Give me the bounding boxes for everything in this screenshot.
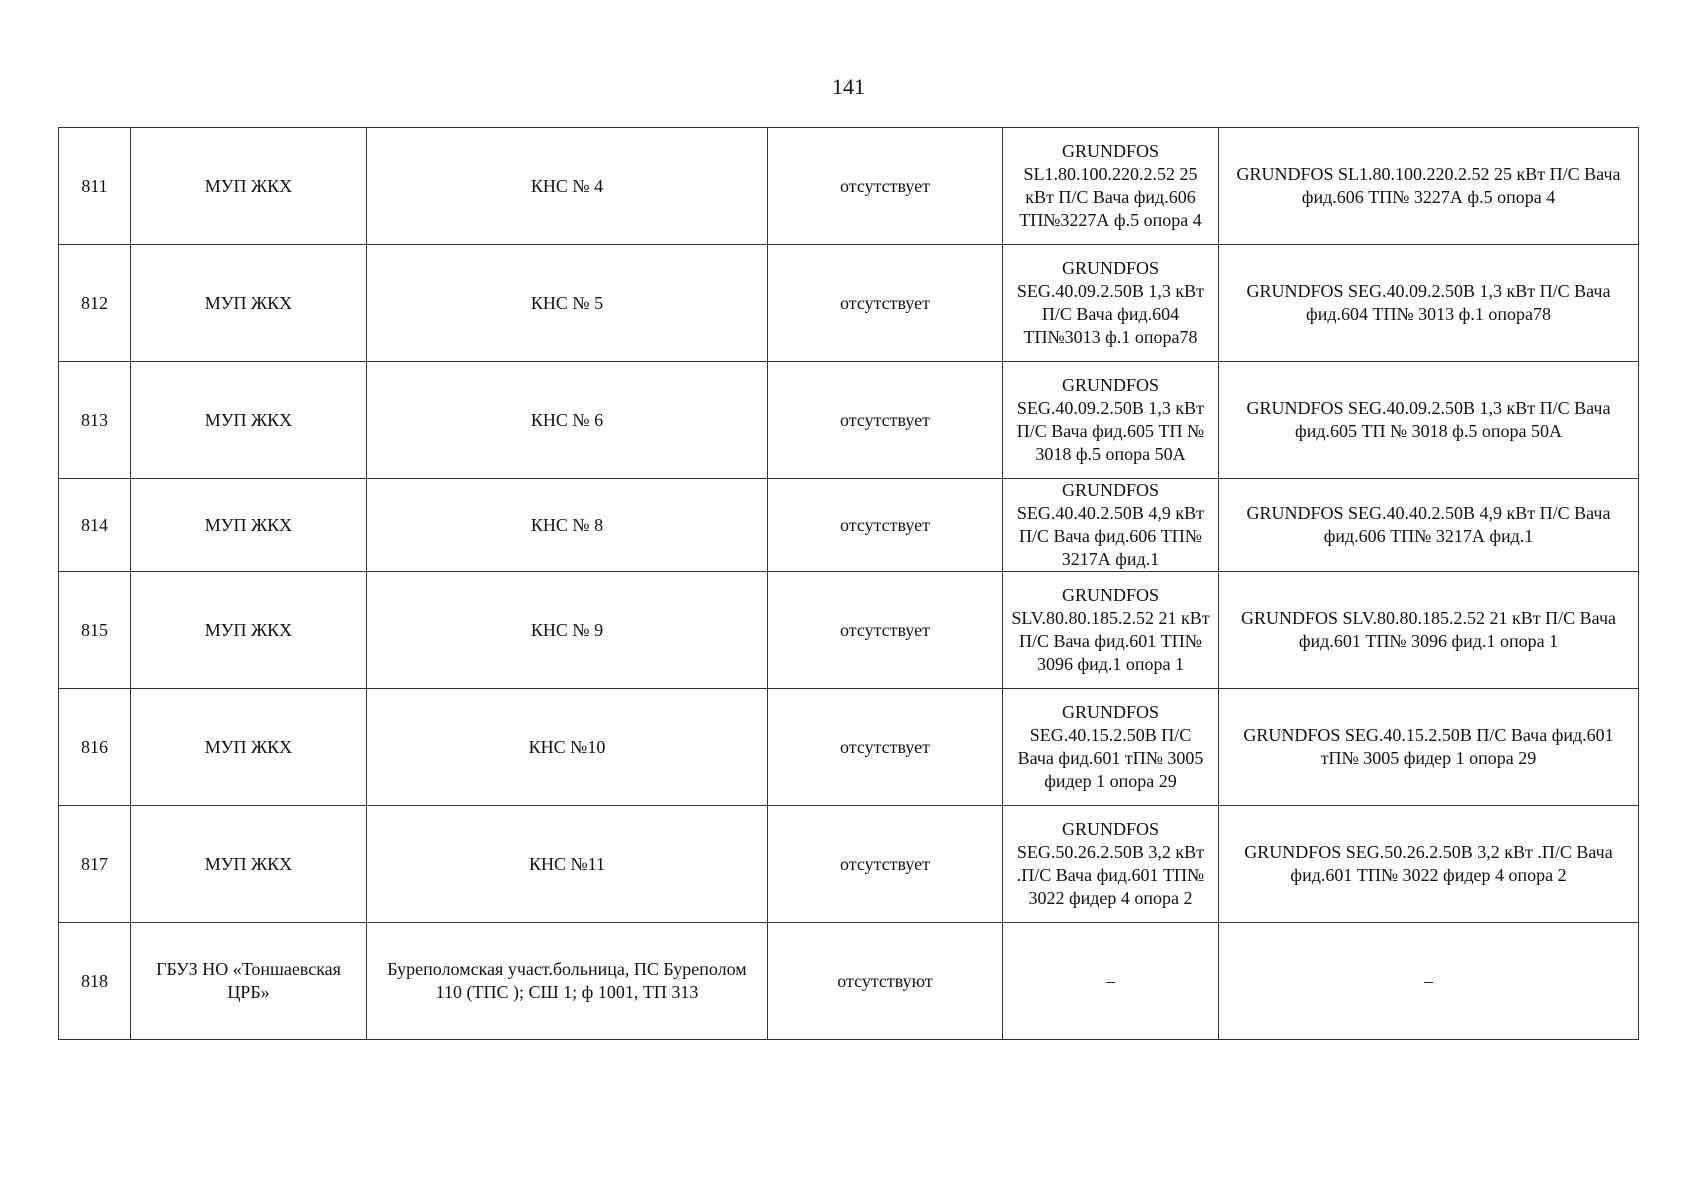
object-cell: КНС № 6 (367, 362, 768, 479)
table-row (59, 128, 1639, 245)
object-cell: Буреполомская участ.больница, ПС Буреполом 110 (ТПС ); СШ 1; ф 1001, ТП 313 (367, 923, 768, 1040)
description-cell: GRUNDFOS SLV.80.80.185.2.52 21 кВт П/С Вача фид.601 ТП№ 3096 фид.1 опора 1 (1219, 572, 1639, 689)
object-cell: КНС №11 (367, 806, 768, 923)
object-cell: КНС №10 (367, 689, 768, 806)
description-cell: GRUNDFOS SEG.50.26.2.50В 3,2 кВт .П/С Вача фид.601 ТП№ 3022 фидер 4 опора 2 (1219, 806, 1639, 923)
owner-cell: МУП ЖКХ (131, 689, 367, 806)
equipment-cell: GRUNDFOS SEG.40.15.2.50В П/С Вача фид.601 тП№ 3005 фидер 1 опора 29 (1003, 689, 1219, 806)
status-cell: отсутствует (768, 806, 1003, 923)
table-row (59, 923, 1639, 1040)
status-cell: отсутствует (768, 245, 1003, 362)
equipment-cell: GRUNDFOS SEG.40.09.2.50В 1,3 кВт П/С Вача фид.604 ТП№3013 ф.1 опора78 (1003, 245, 1219, 362)
row-number: 811 (59, 128, 131, 245)
owner-cell: МУП ЖКХ (131, 362, 367, 479)
object-cell: КНС № 4 (367, 128, 768, 245)
table-row (59, 479, 1639, 572)
status-cell: отсутствует (768, 479, 1003, 572)
description-cell: GRUNDFOS SEG.40.09.2.50В 1,3 кВт П/С Вача фид.605 ТП № 3018 ф.5 опора 50А (1219, 362, 1639, 479)
owner-cell: ГБУЗ НО «Тоншаевская ЦРБ» (131, 923, 367, 1040)
object-cell: КНС № 9 (367, 572, 768, 689)
row-number: 814 (59, 479, 131, 572)
equipment-cell: GRUNDFOS SEG.50.26.2.50В 3,2 кВт .П/С Вача фид.601 ТП№ 3022 фидер 4 опора 2 (1003, 806, 1219, 923)
row-number: 818 (59, 923, 131, 1040)
description-cell: – (1219, 923, 1639, 1040)
owner-cell: МУП ЖКХ (131, 479, 367, 572)
owner-cell: МУП ЖКХ (131, 245, 367, 362)
equipment-cell: GRUNDFOS SEG.40.40.2.50В 4,9 кВт П/С Вача фид.606 ТП№ 3217А фид.1 (1003, 479, 1219, 572)
owner-cell: МУП ЖКХ (131, 806, 367, 923)
page-number: 141 (832, 74, 865, 99)
object-cell: КНС № 8 (367, 479, 768, 572)
description-cell: GRUNDFOS SEG.40.40.2.50В 4,9 кВт П/С Вача фид.606 ТП№ 3217А фид.1 (1219, 479, 1639, 572)
row-number: 816 (59, 689, 131, 806)
description-cell: GRUNDFOS SEG.40.09.2.50В 1,3 кВт П/С Вача фид.604 ТП№ 3013 ф.1 опора78 (1219, 245, 1639, 362)
object-cell: КНС № 5 (367, 245, 768, 362)
table-row (59, 689, 1639, 806)
equipment-cell: – (1003, 923, 1219, 1040)
row-number: 813 (59, 362, 131, 479)
equipment-cell: GRUNDFOS SLV.80.80.185.2.52 21 кВт П/С Вача фид.601 ТП№ 3096 фид.1 опора 1 (1003, 572, 1219, 689)
status-cell: отсутствует (768, 689, 1003, 806)
equipment-cell: GRUNDFOS SEG.40.09.2.50В 1,3 кВт П/С Вача фид.605 ТП № 3018 ф.5 опора 50А (1003, 362, 1219, 479)
status-cell: отсутствует (768, 572, 1003, 689)
description-cell: GRUNDFOS SEG.40.15.2.50В П/С Вача фид.601 тП№ 3005 фидер 1 опора 29 (1219, 689, 1639, 806)
row-number: 817 (59, 806, 131, 923)
description-cell: GRUNDFOS SL1.80.100.220.2.52 25 кВт П/С Вача фид.606 ТП№ 3227А ф.5 опора 4 (1219, 128, 1639, 245)
row-number: 815 (59, 572, 131, 689)
table-row (59, 806, 1639, 923)
row-number: 812 (59, 245, 131, 362)
table-row (59, 572, 1639, 689)
owner-cell: МУП ЖКХ (131, 128, 367, 245)
owner-cell: МУП ЖКХ (131, 572, 367, 689)
data-table (58, 127, 1639, 1040)
table-row (59, 245, 1639, 362)
status-cell: отсутствует (768, 128, 1003, 245)
status-cell: отсутствуют (768, 923, 1003, 1040)
status-cell: отсутствует (768, 362, 1003, 479)
equipment-cell: GRUNDFOS SL1.80.100.220.2.52 25 кВт П/С Вача фид.606 ТП№3227А ф.5 опора 4 (1003, 128, 1219, 245)
table-row (59, 362, 1639, 479)
